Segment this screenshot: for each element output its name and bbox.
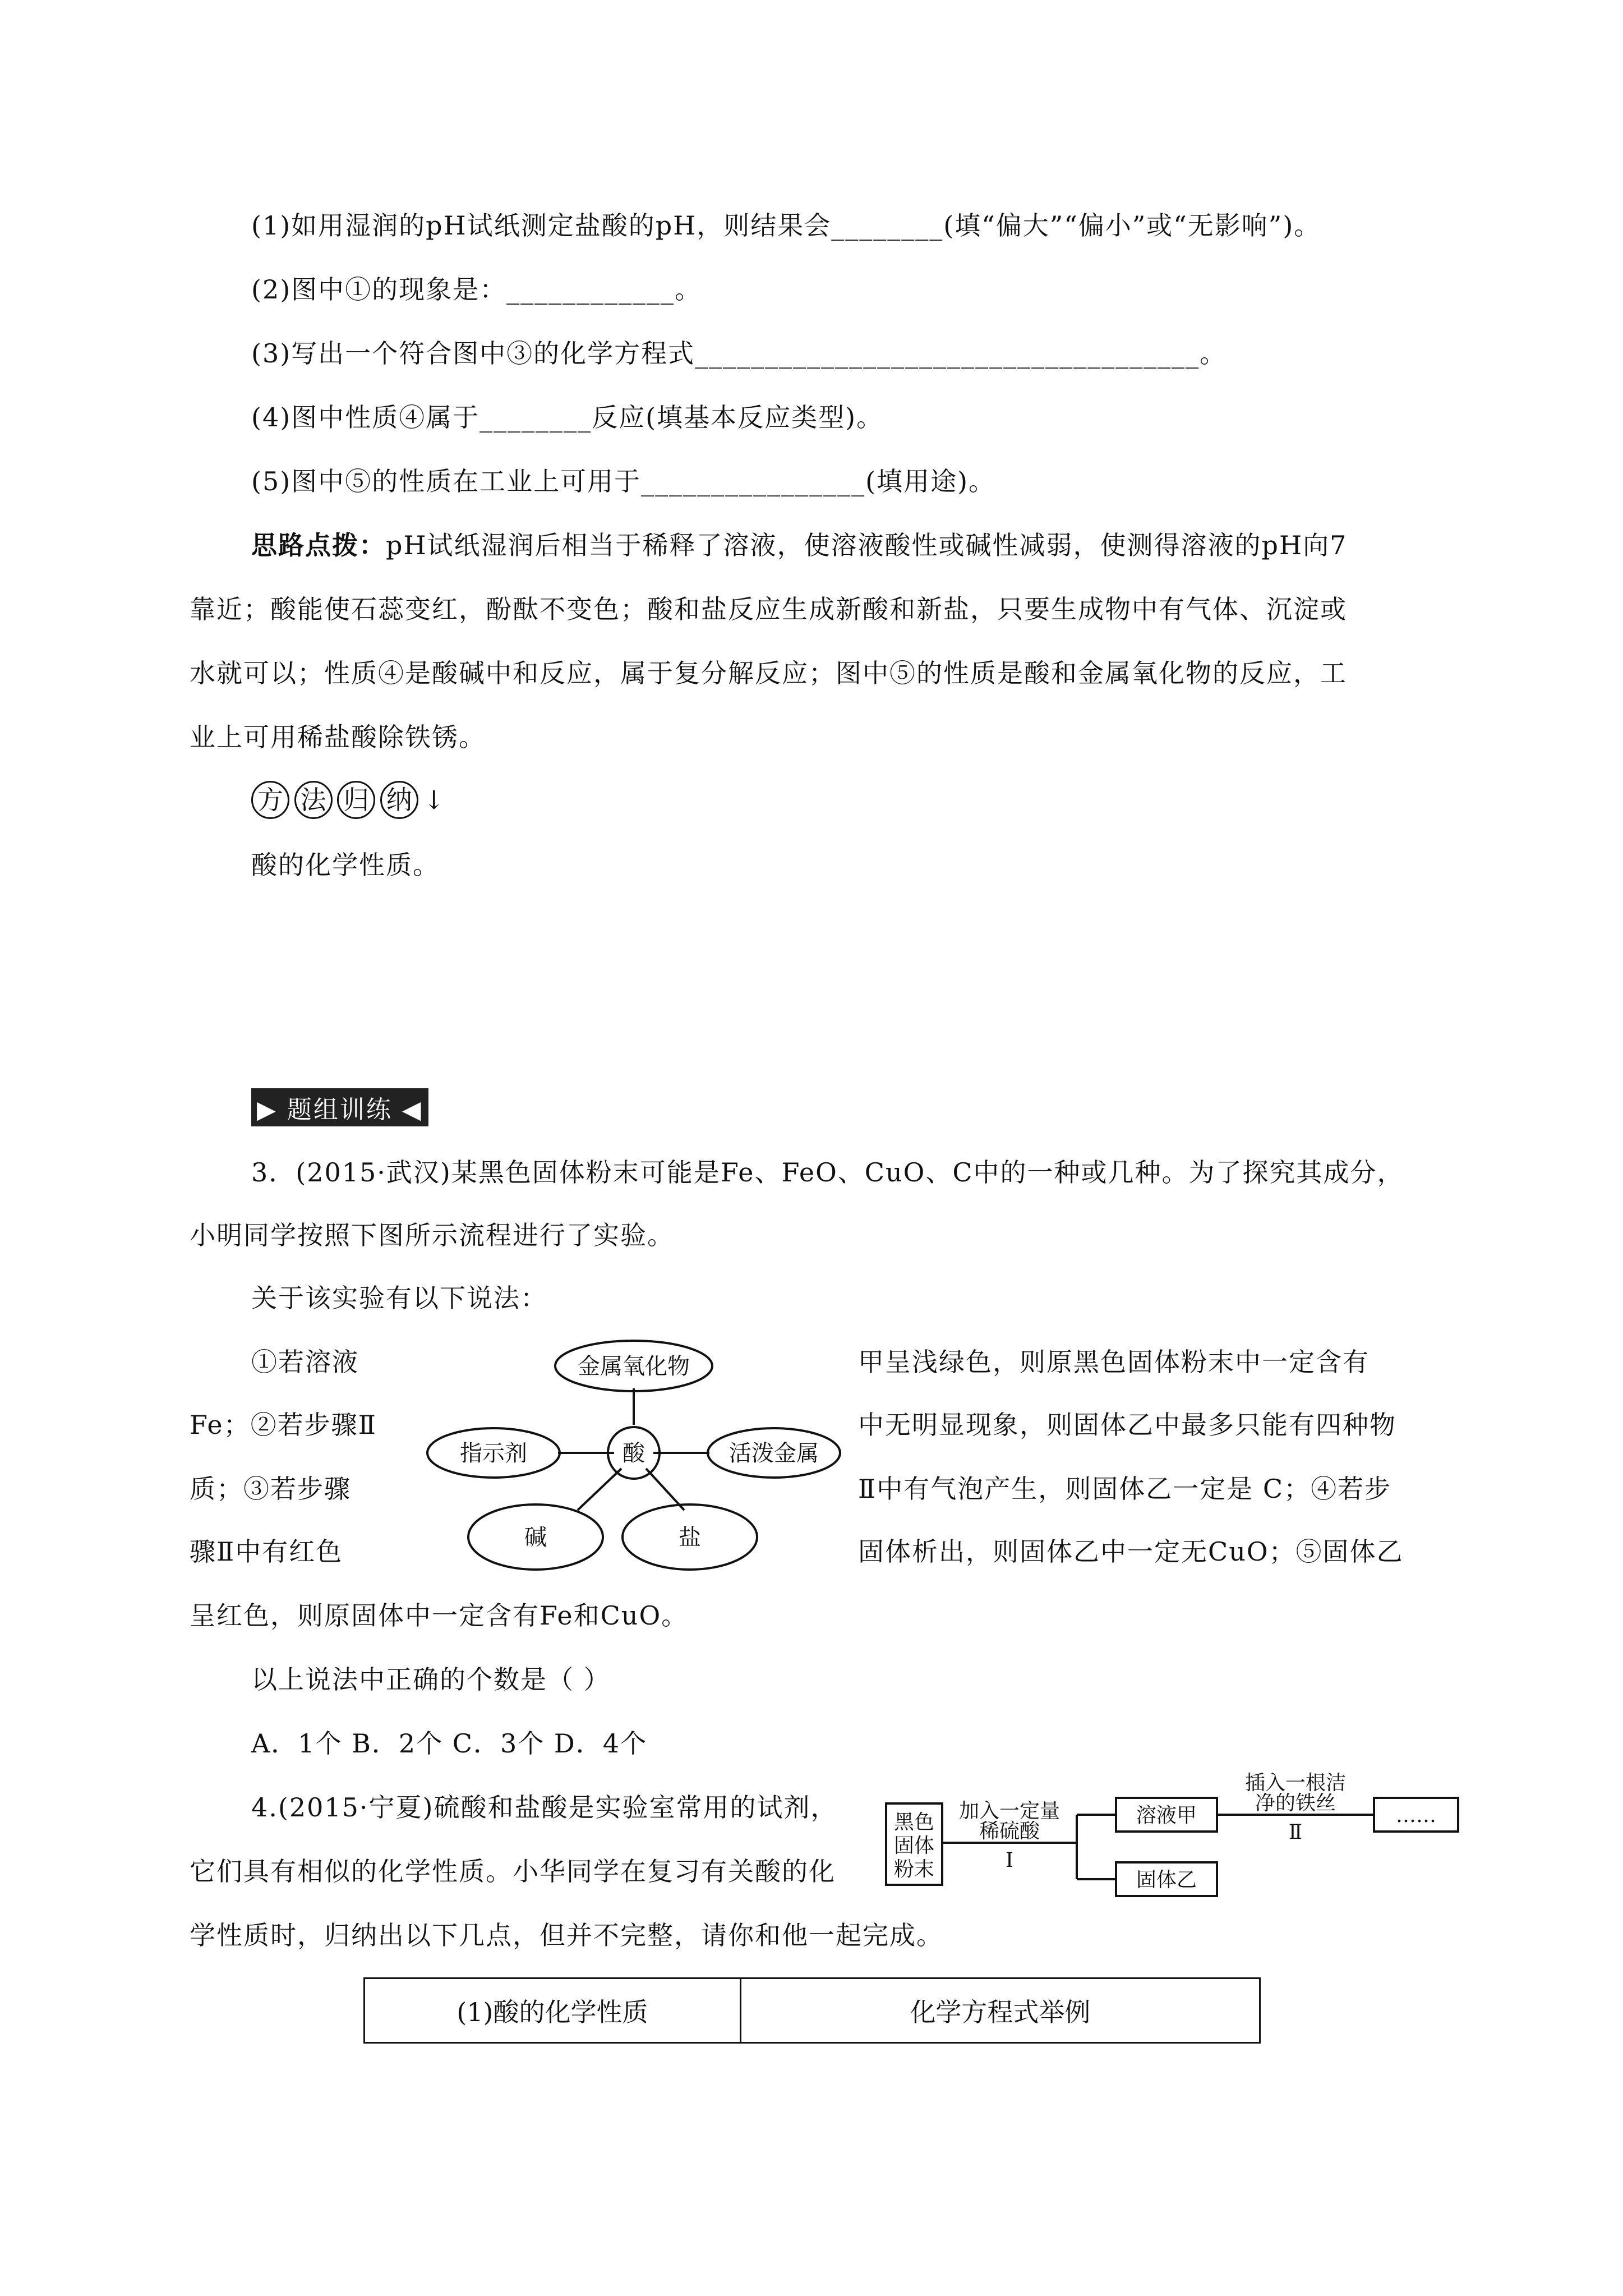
acid-property-table bbox=[363, 1977, 1261, 2044]
question-part-2: (2)图中①的现象是：____________。 bbox=[251, 274, 702, 305]
method-char-3: 归 bbox=[337, 781, 375, 819]
q3-options: A．1个 B．2个 C．3个 D．4个 bbox=[251, 1728, 648, 1759]
q3-statement-a-right: 甲呈浅绿色，则原黑色固体粉末中一定含有 bbox=[858, 1347, 1370, 1377]
q3-question: 以上说法中正确的个数是（ ） bbox=[251, 1664, 611, 1695]
acid-property-diagram bbox=[409, 1335, 858, 1593]
hint-text-1: pH试纸湿润后相当于稀释了溶液，使溶液酸性或碱性减弱，使测得溶液的pH向7 bbox=[386, 530, 1348, 560]
hint-line-4: 业上可用稀盐酸除铁锈。 bbox=[190, 722, 486, 752]
flow-solution: 溶液甲 bbox=[1136, 1804, 1197, 1827]
flow-start-1: 黑色 bbox=[893, 1811, 935, 1834]
flow-step1-num: Ⅰ bbox=[1005, 1849, 1014, 1872]
method-summary-label bbox=[251, 781, 445, 819]
table-header-property: (1)酸的化学性质 bbox=[365, 1978, 741, 2043]
flow-step1-label-2: 稀硫酸 bbox=[979, 1820, 1040, 1843]
flow-step2-label-1: 插入一根洁 bbox=[1244, 1772, 1347, 1795]
down-arrow-icon: ↓ bbox=[423, 785, 445, 815]
flow-solid: 固体乙 bbox=[1136, 1869, 1197, 1892]
hint-line-3: 水就可以；性质④是酸碱中和反应，属于复分解反应；图中⑤的性质是酸和金属氧化物的反应，工 bbox=[190, 658, 1347, 688]
q3-line-1: 3．(2015·武汉)某黑色固体粉末可能是Fe、FeO、CuO、C中的一种或几种。为了探究其成分， bbox=[251, 1157, 1404, 1188]
flow-end: …… bbox=[1396, 1804, 1436, 1827]
q3-line-2: 小明同学按照下图所示流程进行了实验。 bbox=[190, 1220, 674, 1250]
node-center: 酸 bbox=[623, 1441, 645, 1466]
practice-section-tag: ▶ 题组训练 ◀ bbox=[251, 1088, 428, 1126]
q4-line-2: 它们具有相似的化学性质。小华同学在复习有关酸的化 bbox=[190, 1856, 836, 1887]
q4-line-1: 4.(2015·宁夏)硫酸和盐酸是实验室常用的试剂， bbox=[251, 1792, 838, 1823]
q3-statement-d-right: 固体析出，则固体乙中一定无CuO；⑤固体乙 bbox=[858, 1536, 1404, 1567]
method-char-2: 法 bbox=[294, 781, 333, 819]
q3-statement-b-right: 中无明显现象，则固体乙中最多只能有四种物 bbox=[858, 1410, 1396, 1440]
flow-start-3: 粉末 bbox=[893, 1858, 935, 1881]
method-char-1: 方 bbox=[251, 781, 289, 819]
q3-statement-b-left: Fe；②若步骤Ⅱ bbox=[190, 1410, 377, 1440]
method-text: 酸的化学性质。 bbox=[251, 850, 440, 880]
hint-label: 思路点拨： bbox=[251, 530, 386, 560]
node-left: 指示剂 bbox=[460, 1441, 527, 1466]
hint-line-1 bbox=[251, 528, 1347, 562]
node-right: 活泼金属 bbox=[729, 1441, 819, 1466]
flow-step2-label-2: 净的铁丝 bbox=[1255, 1792, 1336, 1815]
method-char-4: 纳 bbox=[380, 781, 418, 819]
question-part-3: (3)写出一个符合图中③的化学方程式____________________________________。 bbox=[251, 338, 1227, 369]
question-part-5: (5)图中⑤的性质在工业上可用于________________(填用途)。 bbox=[251, 466, 996, 496]
q3-statement-c-right: Ⅱ中有气泡产生，则固体乙一定是 C；④若步 bbox=[858, 1474, 1392, 1504]
node-top: 金属氧化物 bbox=[578, 1354, 690, 1379]
table-header-row bbox=[365, 1978, 1260, 2043]
q3-statement-e: 呈红色，则原固体中一定含有Fe和CuO。 bbox=[190, 1600, 689, 1631]
question-part-4: (4)图中性质④属于________反应(填基本反应类型)。 bbox=[251, 402, 884, 432]
q4-line-3: 学性质时，归纳出以下几点，但并不完整，请你和他一起完成。 bbox=[190, 1920, 943, 1950]
node-bottom-left: 碱 bbox=[524, 1525, 547, 1550]
q3-statement-d-left: 骤Ⅱ中有红色 bbox=[190, 1536, 343, 1567]
q3-statement-c-left: 质；③若步骤 bbox=[190, 1474, 351, 1504]
experiment-flowchart bbox=[880, 1767, 1475, 1913]
q3-intro: 关于该实验有以下说法： bbox=[251, 1283, 547, 1313]
flow-start-2: 固体 bbox=[893, 1834, 935, 1857]
q3-statement-a-left: ①若溶液 bbox=[251, 1347, 359, 1377]
flow-step2-num: Ⅱ bbox=[1288, 1821, 1303, 1844]
hint-line-2: 靠近；酸能使石蕊变红，酚酞不变色；酸和盐反应生成新酸和新盐，只要生成物中有气体、沉淀或 bbox=[190, 594, 1347, 624]
node-bottom-right: 盐 bbox=[679, 1525, 701, 1550]
table-header-equation: 化学方程式举例 bbox=[740, 1978, 1260, 2043]
question-part-1: (1)如用湿润的pH试纸测定盐酸的pH，则结果会________(填“偏大”“偏小”或“无影响”)。 bbox=[251, 210, 1321, 241]
flow-step1-label-1: 加入一定量 bbox=[958, 1800, 1061, 1823]
